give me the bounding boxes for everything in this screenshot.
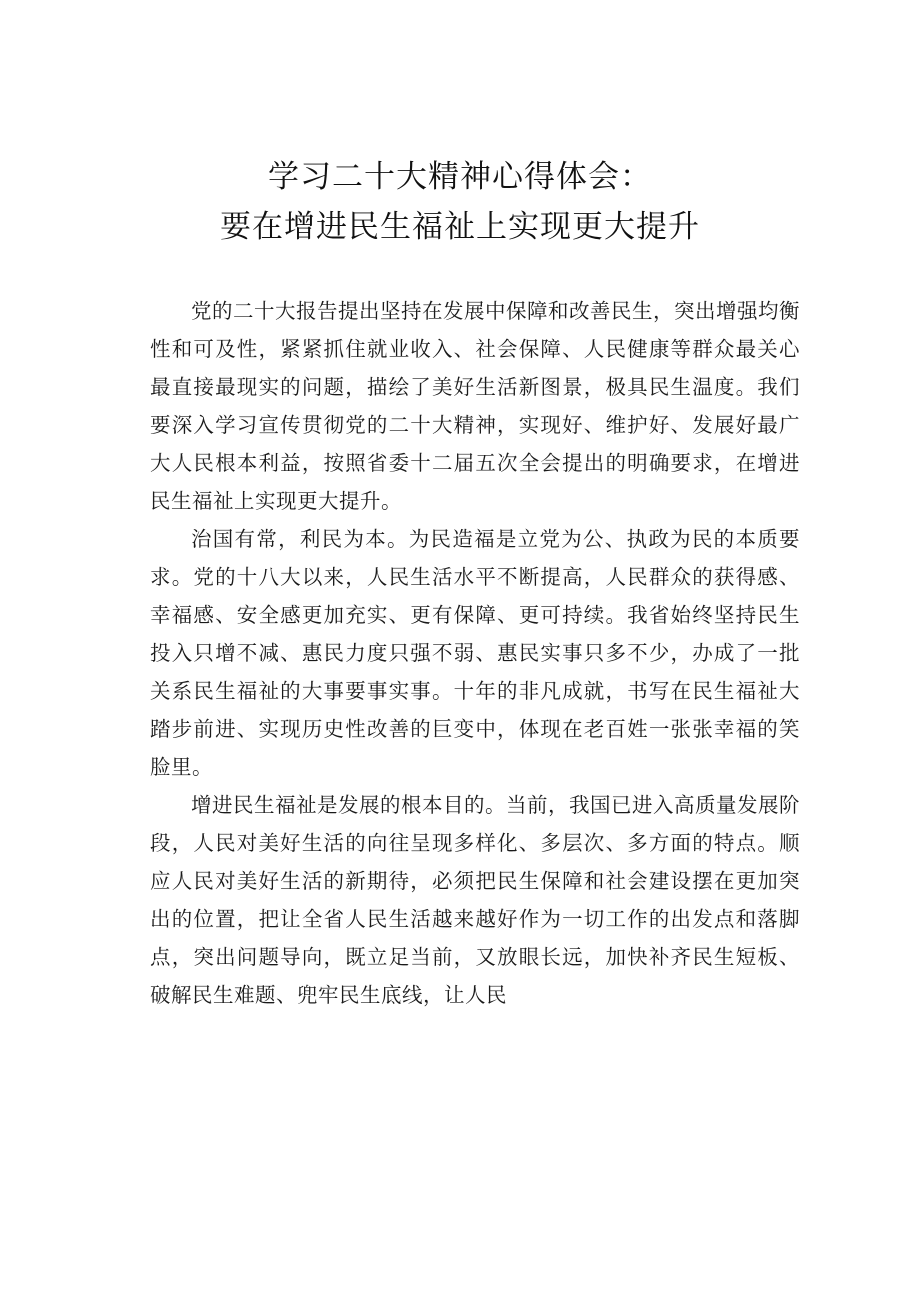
title-line-2: 要在增进民生福祉上实现更大提升 [220,209,700,245]
paragraph-3: 增进民生福祉是发展的根本目的。当前，我国已进入高质量发展阶段，人民对美好生活的向往呈现多样化、多层次、多方面的特点。顺应人民对美好生活的新期待，必须把民生保障和社会建设摆在更加突出的位置，把让全省人民生活越来越好作为一切工作的出发点和落脚点，突出问题导向，既立足当前，又放眼长远，加快补齐民生短板、破解民生难题、兜牢民生底线，让人民 [150,793,800,1007]
title-line-1: 学习二十大精神心得体会： [268,159,652,195]
paragraph-1: 党的二十大报告提出坚持在发展中保障和改善民生，突出增强均衡性和可及性，紧紧抓住就业收入、社会保障、人民健康等群众最关心最直接最现实的问题，描绘了美好生活新图景，极具民生温度。我们要深入学习宣传贯彻党的二十大精神，实现好、维护好、发展好最广大人民根本利益，按照省委十二届五次全会提出的明确要求，在增进民生福祉上实现更大提升。 [150,299,800,513]
paragraph-2: 治国有常，利民为本。为民造福是立党为公、执政为民的本质要求。党的十八大以来，人民生活水平不断提高，人民群众的获得感、幸福感、安全感更加充实、更有保障、更可持续。我省始终坚持民生投入只增不减、惠民力度只强不弱、惠民实事只多不少，办成了一批关系民生福祉的大事要事实事。十年的非凡成就，书写在民生福祉大踏步前进、实现历史性改善的巨变中，体现在老百姓一张张幸福的笑脸里。 [150,527,800,779]
document-title [0,152,920,252]
document-body [150,292,800,1014]
